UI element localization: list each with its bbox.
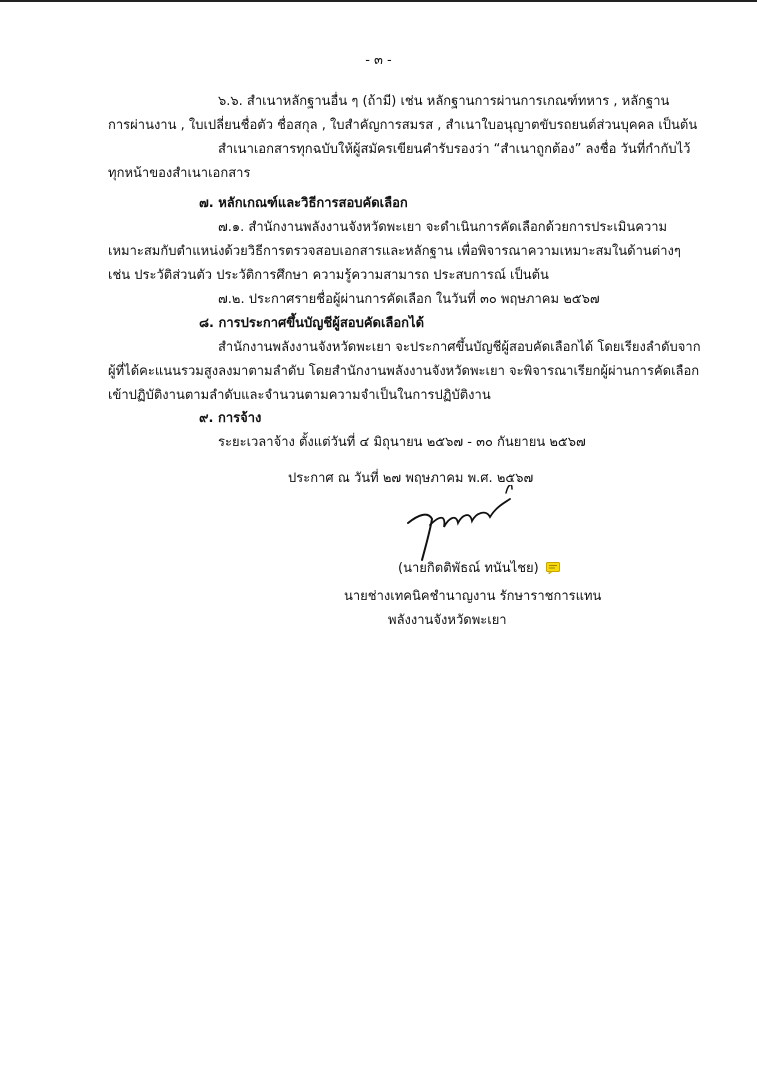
section-9-line-1: ระยะเวลาจ้าง ตั้งแต่วันที่ ๔ มิถุนายน ๒๕๖๗ - ๓๐ กันยายน ๒๕๖๗ bbox=[218, 435, 586, 450]
section-9-heading: ๙. การจ้าง bbox=[199, 411, 262, 426]
section-6-6-line-1: ๖.๖. สำเนาหลักฐานอื่น ๆ (ถ้ามี) เช่น หลักฐานการผ่านการเกณฑ์ทหาร , หลักฐาน bbox=[218, 94, 670, 109]
section-7-2: ๗.๒. ประกาศรายชื่อผู้ผ่านการคัดเลือก ในวันที่ ๓๐ พฤษภาคม ๒๕๖๗ bbox=[218, 292, 600, 307]
section-8-line-1: สำนักงานพลังงานจังหวัดพะเยา จะประกาศขึ้นบัญชีผู้สอบคัดเลือกได้ โดยเรียงลำดับจาก bbox=[218, 340, 701, 355]
section-8-heading: ๘. การประกาศขึ้นบัญชีผู้สอบคัดเลือกได้ bbox=[199, 316, 425, 331]
section-8-line-3: เข้าปฏิบัติงานตามลำดับและจำนวนตามความจำเป็นในการปฏิบัติงาน bbox=[108, 388, 491, 403]
section-8-line-2: ผู้ที่ได้คะแนนรวมสูงลงมาตามลำดับ โดยสำนักงานพลังงานจังหวัดพะเยา จะพิจารณาเรียกผู้ผ่านการคัดเลือก bbox=[108, 364, 700, 379]
section-6-6-line-3: สำเนาเอกสารทุกฉบับให้ผู้สมัครเขียนคำรับรองว่า “สำเนาถูกต้อง” ลงชื่อ วันที่กำกับไว้ bbox=[218, 142, 691, 157]
signer-name: (นายกิตติพัธณ์ ทนันไชย) bbox=[398, 561, 539, 576]
comment-note-icon[interactable] bbox=[546, 562, 560, 574]
section-7-1-line-1: ๗.๑. สำนักงานพลังงานจังหวัดพะเยา จะดำเนินการคัดเลือกด้วยการประเมินความ bbox=[218, 220, 668, 235]
section-6-6-line-4: ทุกหน้าของสำเนาเอกสาร bbox=[108, 166, 251, 181]
signer-office: พลังงานจังหวัดพะเยา bbox=[388, 613, 507, 628]
section-7-heading: ๗. หลักเกณฑ์และวิธีการสอบคัดเลือก bbox=[199, 196, 408, 211]
handwritten-signature bbox=[400, 485, 530, 565]
section-7-1-line-3: เช่น ประวัติส่วนตัว ประวัติการศึกษา ความรู้ความสามารถ ประสบการณ์ เป็นต้น bbox=[108, 268, 549, 283]
signer-title: นายช่างเทคนิคชำนาญงาน รักษาราชการแทน bbox=[344, 589, 602, 604]
announce-date: ประกาศ ณ วันที่ ๒๗ พฤษภาคม พ.ศ. ๒๕๖๗ bbox=[288, 471, 534, 486]
section-6-6-line-2: การผ่านงาน , ใบเปลี่ยนชื่อตัว ชื่อสกุล , ใบสำคัญการสมรส , สำเนาใบอนุญาตขับรถยนต์ส่วนบุคคล เป็นต้น bbox=[108, 118, 698, 133]
section-7-1-line-2: เหมาะสมกับตำแหน่งด้วยวิธีการตรวจสอบเอกสารและหลักฐาน เพื่อพิจารณาความเหมาะสมในด้านต่างๆ bbox=[108, 244, 681, 259]
page-number: - ๓ - bbox=[365, 53, 392, 68]
